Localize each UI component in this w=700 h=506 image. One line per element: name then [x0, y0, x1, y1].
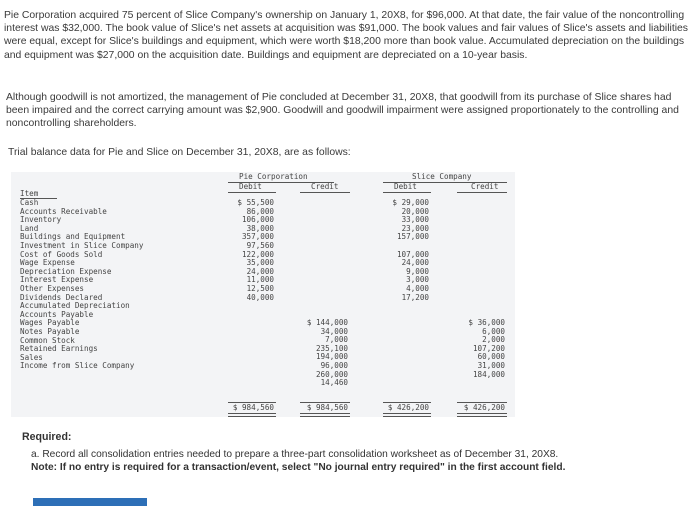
slice-credit-value: 2,000 [482, 336, 505, 345]
slice-credit-total: $ 426,200 [463, 403, 505, 412]
slice-debit-value: $ 29,000 [392, 199, 429, 207]
pie-debit-value: 24,000 [246, 267, 274, 276]
pie-debit-double-rule [228, 413, 276, 417]
pie-debit-value: 106,000 [241, 216, 274, 225]
slice-credit-value: 107,200 [472, 344, 505, 353]
item-accounts-payable: Accounts Payable [20, 310, 94, 319]
item-dividends-declared: Dividends Declared [20, 293, 103, 302]
pie-debit-value: 11,000 [246, 276, 274, 285]
pie-credit-column [296, 319, 348, 388]
instruction-text [31, 448, 691, 474]
item-column [20, 199, 190, 371]
pie-credit-value: 194,000 [315, 353, 348, 362]
pie-debit-header: Debit [239, 182, 262, 191]
slice-credit-underline [457, 192, 507, 193]
item-notes-payable: Notes Payable [20, 327, 80, 336]
item-inventory: Inventory [20, 216, 62, 225]
slice-credit-value: 184,000 [472, 370, 505, 379]
item-investment-in-slice: Investment in Slice Company [20, 241, 144, 250]
slice-debit-value: 20,000 [401, 207, 429, 216]
pie-corporation-header: Pie Corporation [239, 172, 308, 181]
pie-debit-value: 97,560 [246, 241, 274, 250]
pie-debit-value: $ 55,500 [237, 199, 274, 207]
pie-debit-value: 86,000 [246, 207, 274, 216]
slice-debit-underline [383, 192, 431, 193]
pie-debit-underline [228, 192, 276, 193]
item-other-expenses: Other Expenses [20, 284, 85, 293]
item-cost-of-goods-sold: Cost of Goods Sold [20, 250, 103, 259]
pie-credit-value: 7,000 [325, 336, 348, 345]
pie-credit-value: $ 144,000 [306, 319, 348, 327]
required-heading: Required: [22, 431, 72, 443]
slice-debit-value [377, 242, 429, 251]
pie-credit-header: Credit [311, 182, 339, 191]
pie-debit-value: 35,000 [246, 259, 274, 268]
slice-debit-double-rule [383, 413, 431, 417]
slice-debit-value: 23,000 [401, 224, 429, 233]
pie-credit-underline [300, 192, 350, 193]
pie-credit-value: 235,100 [315, 344, 348, 353]
item-wages-payable: Wages Payable [20, 319, 80, 328]
slice-debit-value: 4,000 [406, 284, 429, 293]
slice-debit-column [377, 199, 429, 302]
item-land: Land [20, 224, 39, 233]
slice-debit-value: 107,000 [396, 250, 429, 259]
slice-credit-value: 60,000 [477, 353, 505, 362]
slice-debit-value: 33,000 [401, 216, 429, 225]
slice-debit-total: $ 426,200 [387, 403, 429, 412]
pie-credit-value: 34,000 [320, 327, 348, 336]
pie-debit-column [222, 199, 274, 302]
pie-debit-value: 40,000 [246, 293, 274, 302]
pie-debit-value: 12,500 [246, 284, 274, 293]
item-column-header: Item [20, 189, 39, 198]
slice-debit-header: Debit [394, 182, 417, 191]
item-retained-earnings: Retained Earnings [20, 345, 98, 354]
instruction-task: a. Record all consolidation entries needed to prepare a three-part consolidation worksheet as of December 31, 20X8. [31, 449, 559, 460]
slice-debit-value: 9,000 [406, 267, 429, 276]
pie-credit-value: 14,460 [320, 379, 348, 388]
pie-credit-value: 96,000 [320, 361, 348, 370]
item-accumulated-depreciation: Accumulated Depreciation [20, 302, 130, 311]
item-buildings-and-equipment: Buildings and Equipment [20, 233, 126, 242]
item-wage-expense: Wage Expense [20, 259, 75, 268]
answer-panel-tab[interactable] [33, 498, 147, 506]
slice-company-header: Slice Company [412, 172, 472, 181]
pie-debit-value: 38,000 [246, 224, 274, 233]
pie-credit-total: $ 984,560 [306, 403, 348, 412]
slice-debit-value: 157,000 [396, 233, 429, 242]
item-depreciation-expense: Depreciation Expense [20, 267, 112, 276]
pie-credit-value: 260,000 [315, 370, 348, 379]
slice-debit-value: 17,200 [401, 293, 429, 302]
item-accounts-receivable: Accounts Receivable [20, 207, 107, 216]
pie-debit-value: 357,000 [241, 233, 274, 242]
instruction-note: Note: If no entry is required for a transaction/event, select "No journal entry required" in the first account field. [31, 462, 566, 473]
slice-credit-value: $ 36,000 [468, 319, 505, 327]
pie-debit-value: 122,000 [241, 250, 274, 259]
slice-credit-value: 6,000 [482, 327, 505, 336]
pie-credit-double-rule [300, 413, 350, 417]
item-cash: Cash [20, 199, 39, 207]
item-sales: Sales [20, 353, 43, 362]
item-income-from-slice: Income from Slice Company [20, 362, 135, 371]
pie-debit-total: $ 984,560 [232, 403, 274, 412]
slice-debit-value: 24,000 [401, 259, 429, 268]
problem-paragraph-3: Trial balance data for Pie and Slice on December 31, 20X8, are as follows: [8, 147, 351, 158]
slice-credit-double-rule [457, 413, 507, 417]
slice-debit-value: 3,000 [406, 276, 429, 285]
item-common-stock: Common Stock [20, 336, 75, 345]
slice-credit-column [453, 319, 505, 379]
item-interest-expense: Interest Expense [20, 276, 94, 285]
problem-paragraph-1: Pie Corporation acquired 75 percent of Slice Company's ownership on January 1, 20X8, for $96,000. At that date, the fair value of the noncontrolling interest was $32,000. The book value of Slice's net assets at acquisition was $91,000. The book values and fair values of Slice's assets and liabilities were equal, except for Slice's buildings and equipment, which were worth $18,200 more than book value. Accumulated depreciation on the buildings and equipment was $27,000 on the acquisition date. Buildings and equipment are depreciated on a 10-year basis. [4, 10, 688, 61]
problem-paragraph-2: Although goodwill is not amortized, the management of Pie concluded at December 31, 20X8, that goodwill from its purchase of Slice shares had been impaired and the correct carrying amount was $2,900. Goodwill and goodwill impairment were assigned proportionately to the controlling and noncontrolling shareholders. [6, 92, 679, 130]
slice-credit-value: 31,000 [477, 361, 505, 370]
slice-credit-header: Credit [471, 182, 499, 191]
